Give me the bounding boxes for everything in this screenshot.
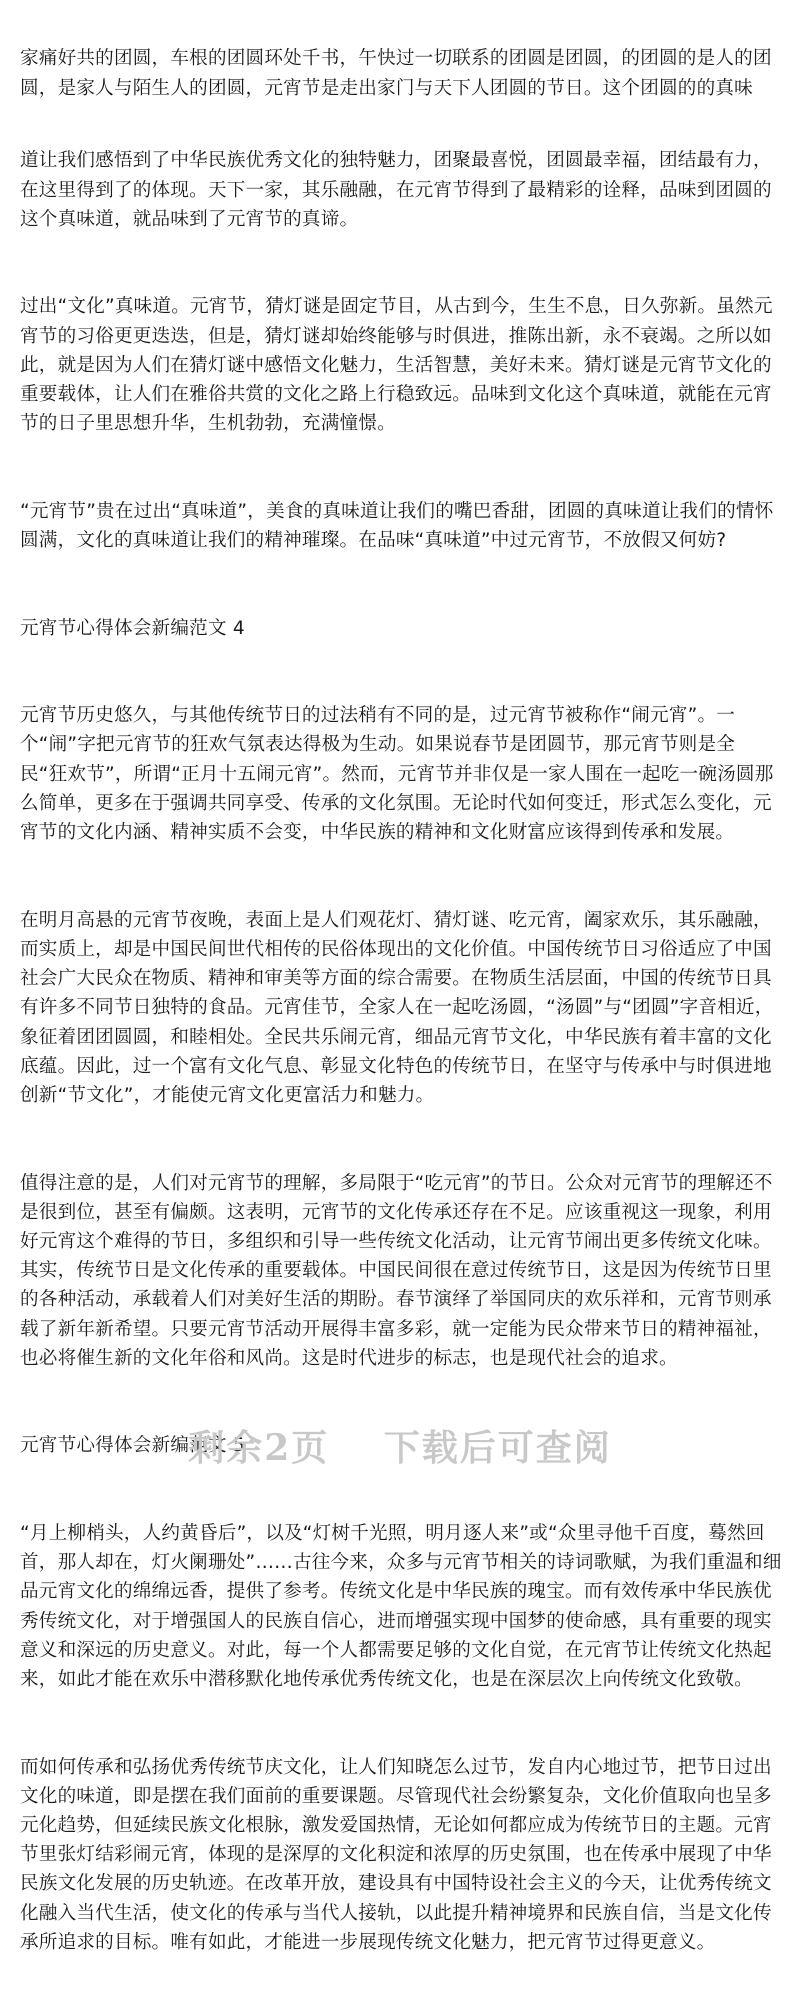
- paragraph: 在明月高悬的元宵节夜晚，表面上是人们观花灯、猜灯谜、吃元宵，阖家欢乐，其乐融融，而实质上，却是中国民间世代相传的民俗体现出的文化价值。中国传统节日习俗适应了中国社会广大民众在物质、精神和审美等方面的综合需要。在物质生活层面，中国的传统节日具有许多不同节日独特的食品。元宵佳节，全家人在一起吃汤圆，“汤圆”与“团圆”字音相近，象征着团团圆圆，和睦相处。全民共乐闹元宵，细品元宵节文化，中华民族有着丰富的文化底蕴。因此，过一个富有文化气息、彰显文化特色的传统节日，在坚守与传承中与时俱进地创新“节文化”，才能使元宵文化更富活力和魅力。: [20, 909, 774, 1106]
- section-heading: 元宵节心得体会新编范文 5: [20, 1435, 245, 1457]
- paragraph: 道让我们感悟到了中华民族优秀文化的独特魅力，团聚最喜悦，团圆最幸福，团结最有力，在这里得到了的体现。天下一家，其乐融融，在元宵节得到了最精彩的诠释，品味到团圆的这个真味道，就品味到了元宵节的真谛。: [20, 150, 772, 230]
- paragraph: 过出“文化”真味道。元宵节，猜灯谜是固定节目，从古到今，生生不息，日久弥新。虽然元宵节的习俗更更迭迭，但是，猜灯谜却始终能够与时俱进，推陈出新，永不衰竭。之所以如此，就是因为人们在猜灯谜中感悟文化魅力，生活智慧，美好未来。猜灯谜是元宵节文化的重要载体，让人们在雅俗共赏的文化之路上行稳致远。品味到文化这个真味道，就能在元宵节的日子里思想升华，生机勃勃，充满憧憬。: [20, 296, 773, 435]
- download-prompt-label[interactable]: 下载后可查阅: [383, 1427, 612, 1469]
- document-body: [20, 88, 782, 2015]
- paragraph: 值得注意的是，人们对元宵节的理解，多局限于“吃元宵”的节日。公众对元宵节的理解还不是很到位，甚至有偏颇。这表明，元宵节的文化传承还存在不足。应该重视这一现象，利用好元宵这个难得的节日，多组织和引导一些传统文化活动，让元宵节闹出更多传统文化味。其实，传统节日是文化传承的重要载体。中国民间很在意过传统节日，这是因为传统节日里的各种活动，承载着人们对美好生活的期盼。春节演绎了举国同庆的欢乐祥和，元宵节则承载了新年新希望。只要元宵节活动开展得丰富多彩，就一定能为民众带来节日的精神福祉，也必将催生新的文化年俗和风尚。这是时代进步的标志，也是现代社会的追求。: [20, 1172, 773, 1369]
- paragraph: 而如何传承和弘扬优秀传统节庆文化，让人们知晓怎么过节，发自内心地过节，把节日过出文化的味道，即是摆在我们面前的重要课题。尽管现代社会纷繁复杂，文化价值取向也呈多元化趋势，但延续民族文化根脉，激发爱国热情，无论如何都应成为传统节日的主题。元宵节里张灯结彩闹元宵，体现的是深厚的文化积淀和浓厚的历史氛围，也在传承中展现了中华民族文化发展的历史轨迹。在改革开放，建设具有中国特设社会主义的今天，让优秀传统文化融入当代生活，使文化的传承与当代人接轨，以此提升精神境界和民族自信，当是文化传承所追求的目标。唯有如此，才能进一步展现传统文化魅力，把元宵节过得更意义。: [20, 1756, 772, 1953]
- paragraph: 元宵节历史悠久，与其他传统节日的过法稍有不同的是，过元宵节被称作“闹元宵”。一个“闹”字把元宵节的狂欢气氛表达得极为生动。如果说春节是团圆节，那元宵节则是全民“狂欢节”，所谓“正月十五闹元宵”。然而，元宵节并非仅是一家人围在一起吃一碗汤圆那么简单，更多在于强调共同享受、传承的文化氛围。无论时代如何变迁，形式怎么变化，元宵节的文化内涵、精神实质不会变，中华民族的精神和文化财富应该得到传承和发展。: [20, 705, 774, 844]
- paragraph: “元宵节”贵在过出“真味道”，美食的真味道让我们的嘴巴香甜，团圆的真味道让我们的情怀圆满，文化的真味道让我们的精神璀璨。在品味“真味道”中过元宵节，不放假又何妨?: [20, 500, 774, 552]
- paragraph: “月上柳梢头，人约黄昏后”，以及“灯树千光照，明月逐人来”或“众里寻他千百度，蓦然回首，那人却在，灯火阑珊处”……古往今来，众多与元宵节相关的诗词歌赋，为我们重温和细品元宵文化的绵绵远香，提供了参考。传统文化是中华民族的瑰宝。而有效传承中华民族优秀传统文化，对于增强国人的民族自信心，进而增强实现中国梦的使命感，具有重要的现实意义和深远的历史意义。对此，每一个人都需要足够的文化自觉，在元宵节让传统文化热起来，如此才能在欢乐中潜移默化地传承优秀传统文化，也是在深层次上向传统文化致敬。: [20, 1522, 782, 1690]
- paragraph: 家痛好共的团圆，车根的团圆环处千书，午快过一切联系的团圆是团圆，的团圆的是人的团圆，是家人与陌生人的团圆，元宵节是走出家门与天下人团圆的节日。这个团圆的的真味: [20, 48, 772, 99]
- top-text-fragment: [20, 0, 782, 99]
- download-banner[interactable]: [0, 1420, 800, 1471]
- section-heading: 元宵节心得体会新编范文 4: [20, 617, 245, 639]
- remaining-pages-label[interactable]: 剩余2页: [188, 1427, 330, 1469]
